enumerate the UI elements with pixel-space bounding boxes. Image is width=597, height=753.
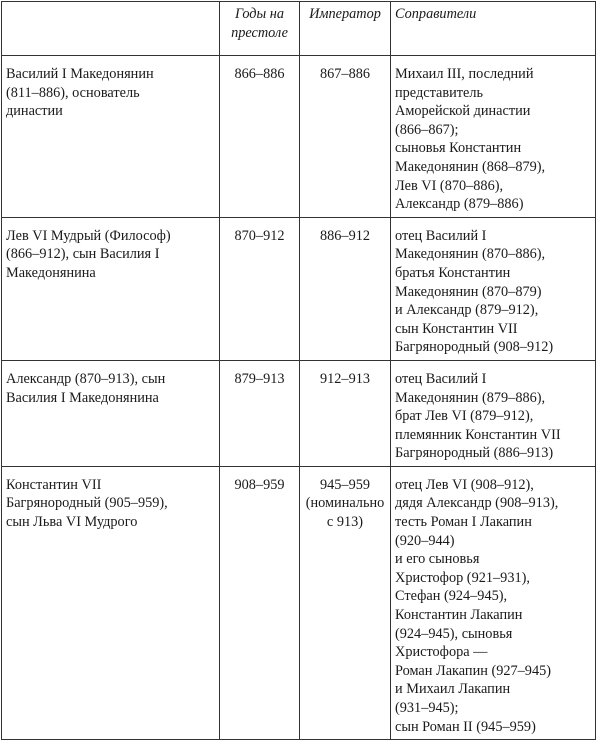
ruler-cell-line: династии (6, 103, 63, 120)
ruler-cell-line: Александр (870–913), сын (6, 370, 166, 387)
ruler-cell (2, 466, 220, 739)
header-row (2, 2, 596, 56)
coregents-cell-line: Христофор (921–931), (395, 569, 530, 586)
header-ruler (2, 2, 220, 56)
ruler-cell-line: (866–912), сын Василия I (6, 246, 160, 263)
coregents-cell (391, 466, 596, 739)
years-cell-line: 879–913 (234, 370, 285, 387)
emperor-cell (300, 56, 391, 218)
coregents-cell-line: сын Роман II (945–959) (395, 718, 536, 735)
coregents-cell-line: (931–945); (395, 700, 459, 716)
emperor-cell-line: 886–912 (319, 227, 371, 244)
coregents-cell-line: тесть Роман I Лакапин (395, 514, 532, 531)
coregents-cell-line: Христофора — (395, 644, 488, 661)
table-row (2, 217, 596, 360)
coregents-cell-line: и Михаил Лакапин (395, 681, 511, 698)
coregents-cell-line: Стефан (924–945), (395, 588, 508, 605)
coregents-cell-line: Лев VI (870–886), (395, 177, 504, 194)
coregents-cell-line: Македонянин (868–879), (395, 158, 546, 175)
ruler-cell-line: Василий I Македонянин (6, 66, 154, 82)
years-cell (220, 217, 300, 360)
years-cell-line: 866–886 (234, 66, 285, 82)
coregents-cell-line: Александр (879–886) (395, 196, 524, 213)
emperor-cell-line: 945–959 (319, 476, 371, 493)
coregents-cell-line: Роман Лакапин (927–945) (395, 662, 552, 679)
dynasty-table (1, 1, 596, 740)
years-cell (220, 56, 300, 218)
table-row (2, 466, 596, 739)
ruler-cell-line: Македонянина (6, 264, 96, 281)
coregents-cell-line: (920–944) (395, 532, 455, 549)
emperor-cell (300, 217, 391, 360)
ruler-cell (2, 360, 220, 466)
ruler-cell-line: сын Льва VI Мудрого (6, 514, 138, 531)
coregents-cell (391, 360, 596, 466)
coregents-cell-line: Македонянин (879–886), (395, 389, 546, 406)
coregents-cell-line: Македонянин (870–879) (395, 283, 542, 300)
emperor-cell-line: 912–913 (319, 370, 371, 387)
header-years: Годы на престоле (220, 2, 300, 56)
coregents-cell-line: отец Василий I (395, 370, 487, 387)
emperor-cell-line: (номинально (305, 495, 385, 512)
emperor-cell (300, 466, 391, 739)
coregents-cell (391, 56, 596, 218)
coregents-cell-line: представитель (395, 84, 483, 101)
table-row (2, 360, 596, 466)
coregents-cell (391, 217, 596, 360)
coregents-cell-line: братья Константин (395, 264, 511, 281)
coregents-cell-line: Македонянин (870–886), (395, 246, 546, 263)
coregents-cell-line: Багрянородный (886–913) (395, 445, 554, 462)
ruler-cell-line: Лев VI Мудрый (Философ) (6, 227, 171, 244)
table-row (2, 56, 596, 218)
coregents-cell-line: Константин Лакапин (395, 607, 523, 624)
coregents-cell-line: (924–945), сыновья (395, 625, 513, 642)
coregents-cell-line: отец Василий I (395, 227, 487, 244)
ruler-cell-line: Василия I Македонянина (6, 389, 159, 406)
emperor-cell-line: с 913) (326, 514, 364, 531)
years-cell-line: 908–959 (234, 476, 285, 493)
ruler-cell-line: Багрянородный (905–959), (6, 495, 168, 512)
coregents-cell-line: отец Лев VI (908–912), (395, 476, 534, 493)
ruler-cell-line: (811–886), основатель (6, 84, 140, 101)
ruler-cell (2, 217, 220, 360)
years-cell (220, 466, 300, 739)
years-cell (220, 360, 300, 466)
coregents-cell-line: Багрянородный (908–912) (395, 339, 554, 356)
emperor-cell (300, 360, 391, 466)
coregents-cell-line: (866–867); (395, 121, 459, 138)
coregents-cell-line: Аморейской династии (395, 103, 531, 120)
coregents-cell-line: дядя Александр (908–913), (395, 495, 559, 512)
coregents-cell-line: и его сыновья (395, 551, 480, 568)
ruler-cell (2, 56, 220, 218)
coregents-cell-line: брат Лев VI (879–912), (395, 408, 534, 425)
coregents-cell-line: сыновья Константин (395, 140, 522, 157)
coregents-cell-line: племянник Константин VII (395, 426, 561, 443)
coregents-cell-line: и Александр (879–912), (395, 302, 539, 319)
header-emperor: Император (300, 2, 391, 56)
header-coregents: Соправители (391, 2, 596, 56)
emperor-cell-line: 867–886 (319, 66, 371, 82)
years-cell-line: 870–912 (234, 227, 285, 244)
coregents-cell-line: сын Константин VII (395, 320, 518, 337)
coregents-cell-line: Михаил III, последний (395, 66, 534, 82)
ruler-cell-line: Константин VII (6, 476, 102, 493)
